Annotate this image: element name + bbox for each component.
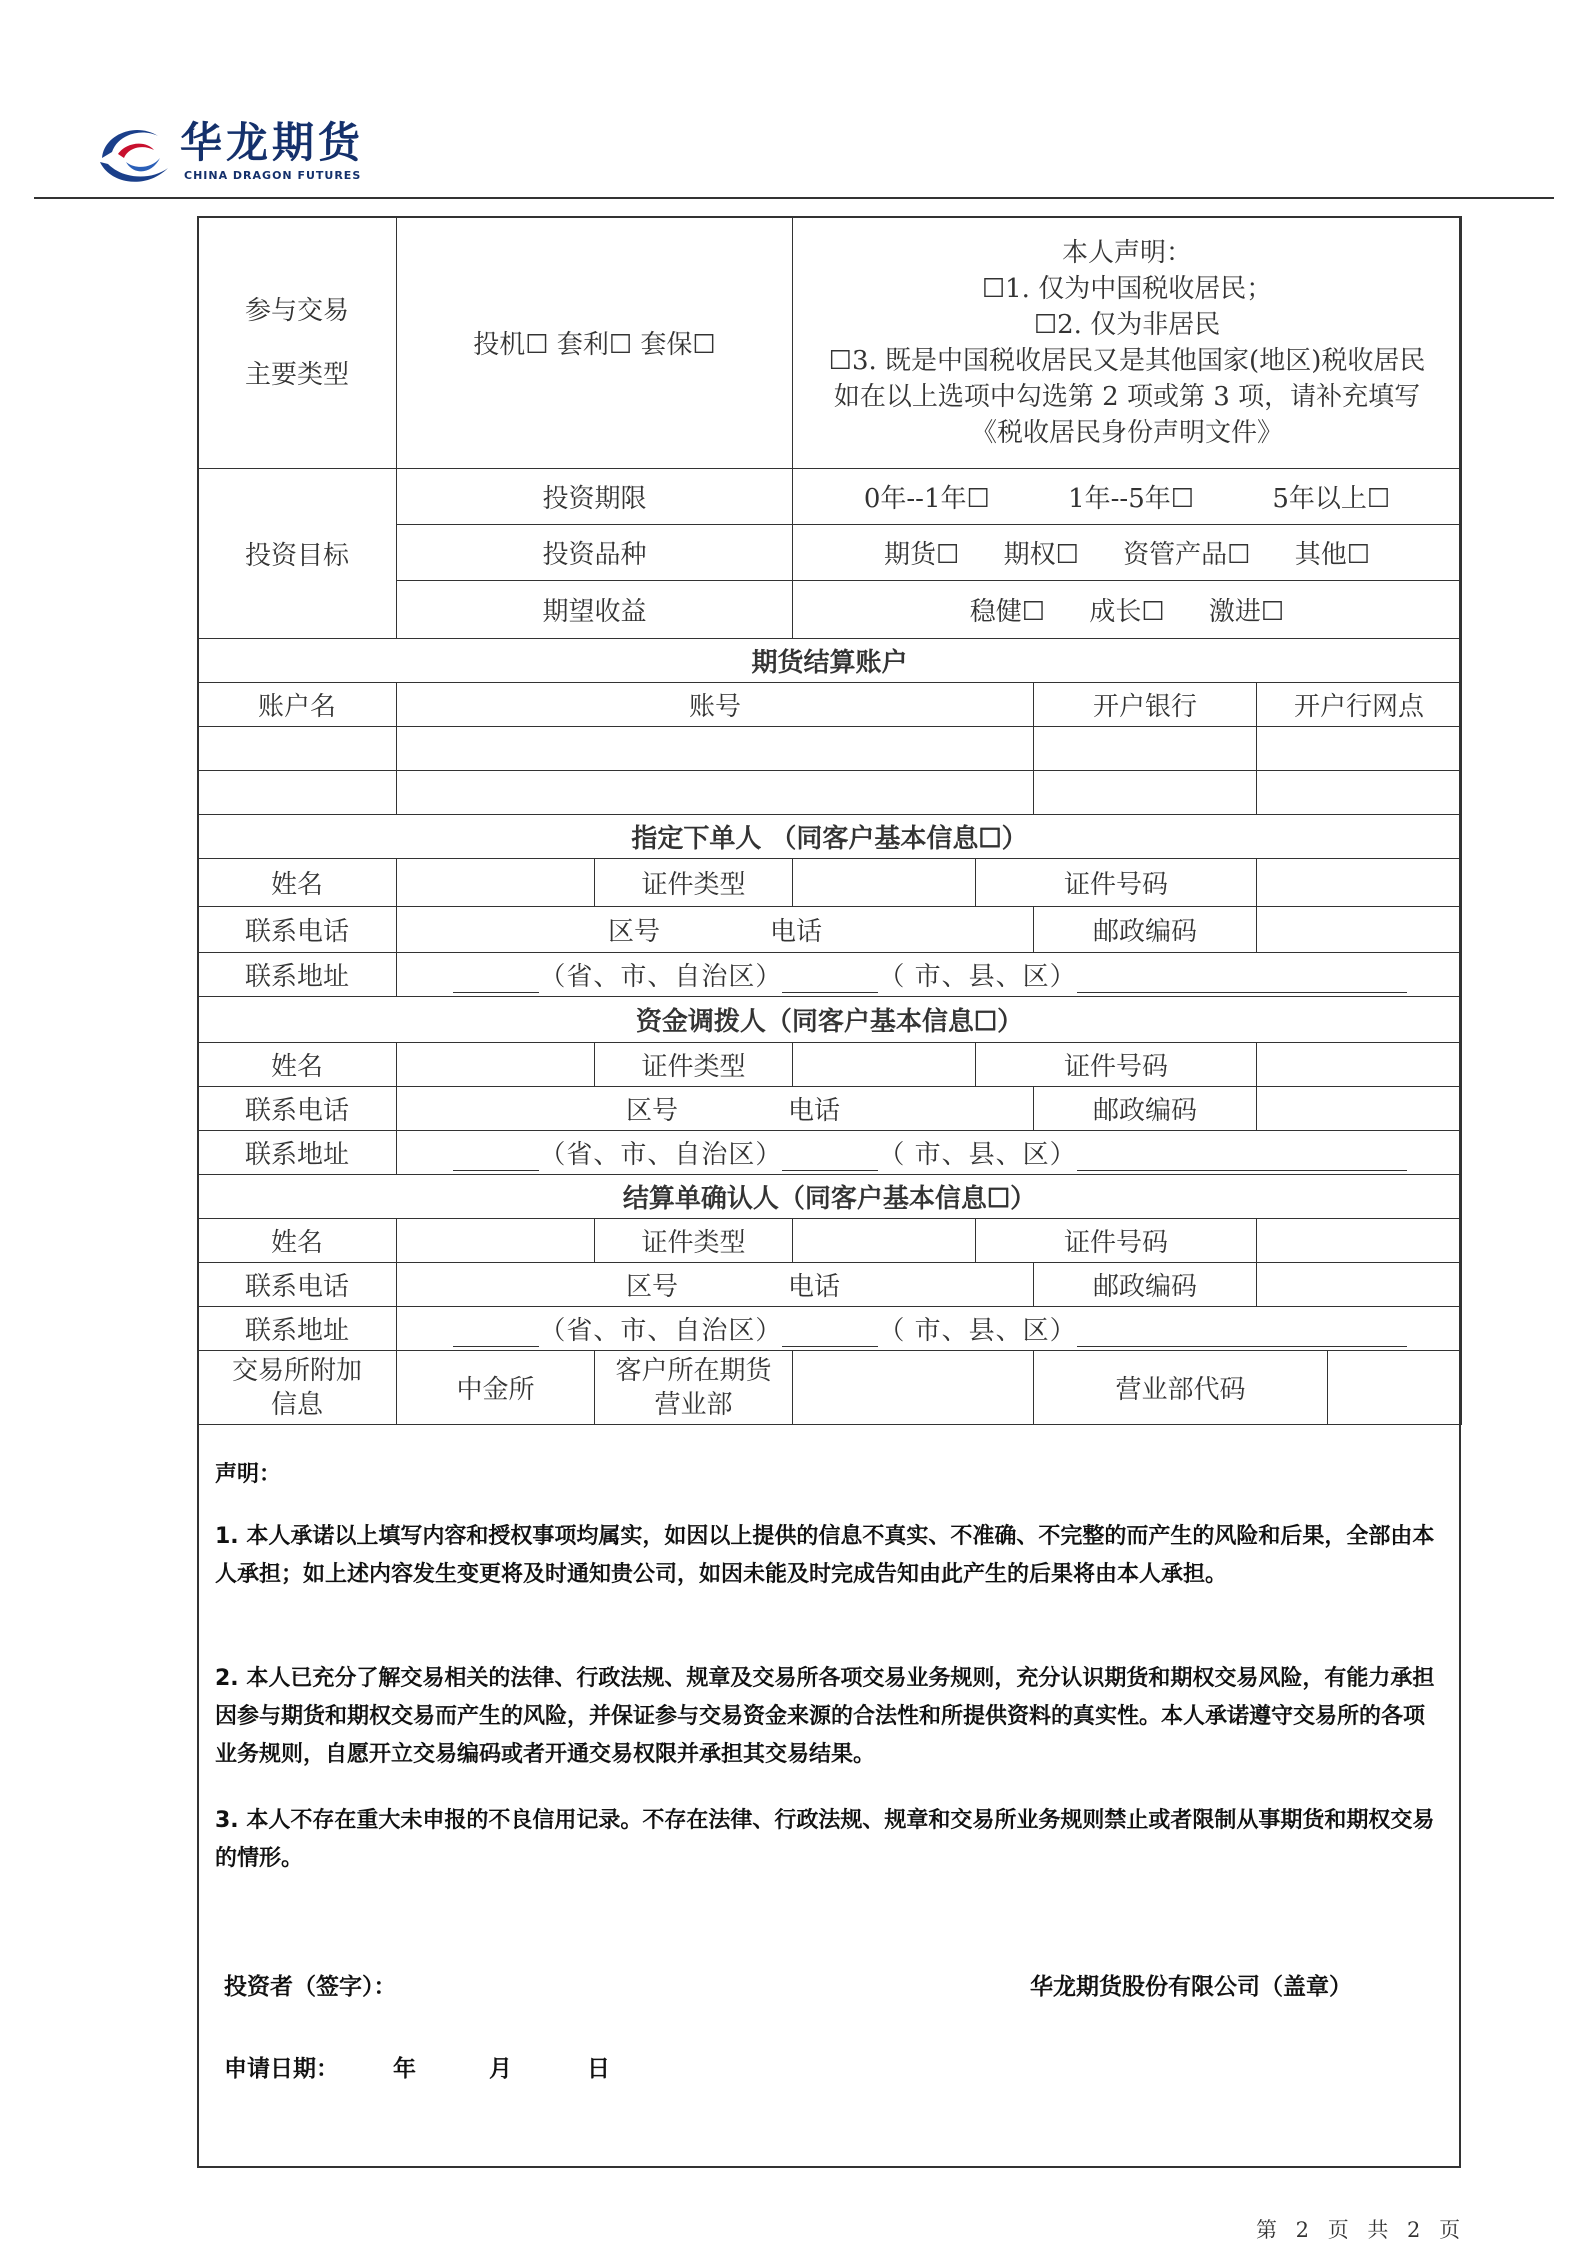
- settlement-confirm-title: 结算单确认人（同客户基本信息☐）: [198, 1175, 1462, 1219]
- id-number-label: 证件号码: [976, 1219, 1257, 1263]
- bank-input[interactable]: [1034, 771, 1257, 815]
- tax-option-3[interactable]: ☐3. 既是中国税收居民又是其他国家(地区)税收居民: [828, 345, 1426, 376]
- id-type-label: 证件类型: [595, 1219, 793, 1263]
- postcode-label: 邮政编码: [1034, 1263, 1257, 1307]
- china-dragon-logo-icon: [96, 118, 172, 188]
- address-input[interactable]: （省、市、自治区） （ 市、县、区）: [397, 1131, 1462, 1175]
- phone-label: 联系电话: [198, 1087, 397, 1131]
- bank-branch-input[interactable]: [1257, 771, 1462, 815]
- date-day-label: 日: [587, 2056, 610, 2082]
- tax-residency-declaration: 本人声明： ☐1. 仅为中国税收居民； ☐2. 仅为非居民 ☐3. 既是中国税收居民又是其他国家(地区)税收居民 如在以上选项中勾选第 2 项或第 3 项，请补充填写 《税收居民身份声明文件》: [793, 217, 1462, 469]
- phone-label: 联系电话: [198, 1263, 397, 1307]
- dept-code-label: 营业部代码: [1034, 1351, 1328, 1425]
- company-seal-label: 华龙期货股份有限公司（盖章）: [1030, 1974, 1352, 2000]
- trade-type-label: 参与交易 主要类型: [198, 217, 397, 469]
- statement-item-1: 1. 本人承诺以上填写内容和授权事项均属实，如因以上提供的信息不真实、不准确、不完整的而产生的风险和后果，全部由本人承担；如上述内容发生变更将及时通知贵公司，如因未能及时完成告知由此产生的后果将由本人承担。: [215, 1524, 1435, 1587]
- investment-term-options[interactable]: 0年--1年☐ 1年--5年☐ 5年以上☐: [793, 469, 1462, 525]
- date-month-label: 月: [489, 2056, 512, 2082]
- expected-return-options[interactable]: 稳健☐ 成长☐ 激进☐: [793, 581, 1462, 639]
- investment-goal-label: 投资目标: [198, 469, 397, 639]
- account-form-table: [197, 216, 1462, 1425]
- name-input[interactable]: [397, 1219, 595, 1263]
- postcode-input[interactable]: [1257, 907, 1462, 953]
- name-input[interactable]: [397, 1043, 595, 1087]
- account-name-header: 账户名: [198, 683, 397, 727]
- name-input[interactable]: [397, 859, 595, 907]
- postcode-input[interactable]: [1257, 1263, 1462, 1307]
- tax-option-1[interactable]: ☐1. 仅为中国税收居民；: [981, 273, 1273, 304]
- company-logo-subtitle: CHINA DRAGON FUTURES: [184, 169, 362, 182]
- id-number-input[interactable]: [1257, 859, 1462, 907]
- account-number-input[interactable]: [397, 727, 1034, 771]
- id-number-label: 证件号码: [976, 1043, 1257, 1087]
- statement-title: 声明：: [215, 1462, 282, 1487]
- address-label: 联系地址: [198, 1307, 397, 1351]
- id-number-input[interactable]: [1257, 1043, 1462, 1087]
- bank-header: 开户银行: [1034, 683, 1257, 727]
- investment-variety-options[interactable]: 期货☐ 期权☐ 资管产品☐ 其他☐: [793, 525, 1462, 581]
- postcode-label: 邮政编码: [1034, 1087, 1257, 1131]
- header-divider: [34, 197, 1554, 199]
- account-name-input[interactable]: [198, 771, 397, 815]
- name-label: 姓名: [198, 1043, 397, 1087]
- branch-label: 客户所在期货营业部: [595, 1351, 793, 1425]
- name-label: 姓名: [198, 859, 397, 907]
- page-header: [0, 0, 1588, 200]
- expected-return-label: 期望收益: [397, 581, 793, 639]
- id-type-label: 证件类型: [595, 1043, 793, 1087]
- account-name-input[interactable]: [198, 727, 397, 771]
- trade-type-options[interactable]: 投机☐ 套利☐ 套保☐: [397, 217, 793, 469]
- phone-input[interactable]: 区号 电话: [397, 1087, 1034, 1131]
- address-label: 联系地址: [198, 953, 397, 997]
- investor-signature-label: 投资者（签字）：: [224, 1974, 397, 2000]
- id-type-label: 证件类型: [595, 859, 793, 907]
- id-type-input[interactable]: [793, 1219, 976, 1263]
- branch-input[interactable]: [793, 1351, 1034, 1425]
- application-date-label: 申请日期：: [224, 2056, 339, 2082]
- investment-variety-label: 投资品种: [397, 525, 793, 581]
- fund-transfer-title: 资金调拨人（同客户基本信息☐）: [198, 997, 1462, 1043]
- address-label: 联系地址: [198, 1131, 397, 1175]
- id-number-input[interactable]: [1257, 1219, 1462, 1263]
- address-input[interactable]: （省、市、自治区） （ 市、县、区）: [397, 1307, 1462, 1351]
- phone-label: 联系电话: [198, 907, 397, 953]
- bank-branch-header: 开户行网点: [1257, 683, 1462, 727]
- account-number-input[interactable]: [397, 771, 1034, 815]
- id-type-input[interactable]: [793, 1043, 976, 1087]
- table-row: [198, 727, 1462, 771]
- exchange-name: 中金所: [397, 1351, 595, 1425]
- postcode-label: 邮政编码: [1034, 907, 1257, 953]
- phone-input[interactable]: 区号 电话: [397, 907, 1034, 953]
- statement-item-2: 2. 本人已充分了解交易相关的法律、行政法规、规章及交易所各项交易业务规则，充分认识期货和期权交易风险，有能力承担因参与期货和期权交易而产生的风险，并保证参与交易资金来源的合法性和所提供资料的真实性。本人承诺遵守交易所的各项业务规则，自愿开立交易编码或者开通交易权限并承担其交易结果。: [215, 1666, 1435, 1767]
- name-label: 姓名: [198, 1219, 397, 1263]
- postcode-input[interactable]: [1257, 1087, 1462, 1131]
- settlement-account-title: 期货结算账户: [198, 639, 1462, 683]
- order-placer-title: 指定下单人 （同客户基本信息☐）: [198, 815, 1462, 859]
- phone-input[interactable]: 区号 电话: [397, 1263, 1034, 1307]
- date-year-label: 年: [393, 2056, 416, 2082]
- investment-term-label: 投资期限: [397, 469, 793, 525]
- bank-input[interactable]: [1034, 727, 1257, 771]
- tax-option-2[interactable]: ☐2. 仅为非居民: [1033, 309, 1221, 340]
- page-number: 第 2 页 共 2 页: [1256, 2218, 1467, 2242]
- id-number-label: 证件号码: [976, 859, 1257, 907]
- company-logo-text: 华龙期货: [180, 118, 365, 167]
- bank-branch-input[interactable]: [1257, 727, 1462, 771]
- id-type-input[interactable]: [793, 859, 976, 907]
- table-row: [198, 771, 1462, 815]
- account-number-header: 账号: [397, 683, 1034, 727]
- dept-code-input[interactable]: [1328, 1351, 1462, 1425]
- statement-item-3: 3. 本人不存在重大未申报的不良信用记录。不存在法律、行政法规、规章和交易所业务规则禁止或者限制从事期货和期权交易的情形。: [215, 1808, 1435, 1871]
- exchange-info-label: 交易所附加信息: [198, 1351, 397, 1425]
- address-input[interactable]: （省、市、自治区） （ 市、县、区）: [397, 953, 1462, 997]
